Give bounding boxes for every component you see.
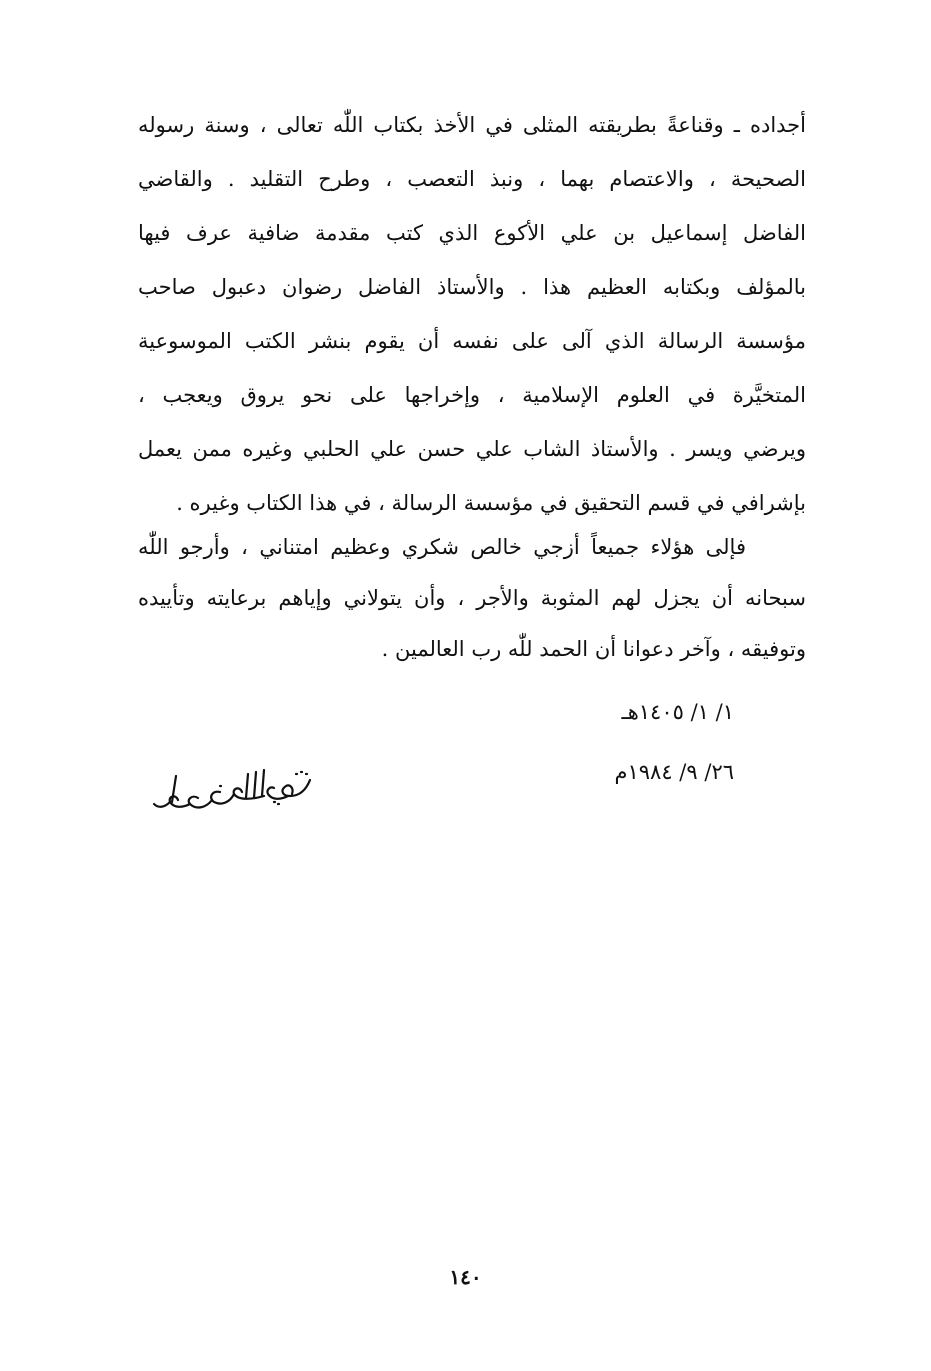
text-line: فإلى هؤلاء جميعاً أزجي خالص شكري وعظيم امتناني ، وأرجو اللّٰه <box>138 535 746 559</box>
text-line: ويرضي ويسر . والأستاذ الشاب علي حسن علي الحلبي وغيره ممن يعمل <box>138 437 806 461</box>
signature-image <box>150 766 315 816</box>
text-line: أجداده ـ وقناعةً بطريقته المثلى في الأخذ بكتاب اللّٰه تعالى ، وسنة رسوله <box>138 113 806 137</box>
date-hijri: ١/ ١/ ١٤٠٥هـ <box>621 700 734 724</box>
text-line: الفاضل إسماعيل بن علي الأكوع الذي كتب مقدمة ضافية عرف فيها <box>138 221 806 245</box>
text-line: سبحانه أن يجزل لهم المثوبة والأجر ، وأن يتولاني وإياهم برعايته وتأييده <box>138 586 806 610</box>
paragraph-thanks <box>138 522 806 675</box>
text-line: بالمؤلف وبكتابه العظيم هذا . والأستاذ الفاضل رضوان دعبول صاحب <box>138 275 806 299</box>
text-line: بإشرافي في قسم التحقيق في مؤسسة الرسالة ، في هذا الكتاب وغيره . <box>176 491 806 515</box>
text-line: المتخيَّرة في العلوم الإسلامية ، وإخراجها على نحو يروق ويعجب ، <box>138 383 806 407</box>
page-number: ١٤٠ <box>449 1265 482 1289</box>
text-line: الصحيحة ، والاعتصام بهما ، ونبذ التعصب ، وطرح التقليد . والقاضي <box>138 167 806 191</box>
text-line: مؤسسة الرسالة الذي آلى على نفسه أن يقوم بنشر الكتب الموسوعية <box>138 329 806 353</box>
paragraph-acknowledgements <box>138 98 806 530</box>
text-line: وتوفيقه ، وآخر دعوانا أن الحمد للّٰه رب العالمين . <box>381 637 806 661</box>
date-gregorian: ٢٦/ ٩/ ١٩٨٤م <box>614 760 734 784</box>
